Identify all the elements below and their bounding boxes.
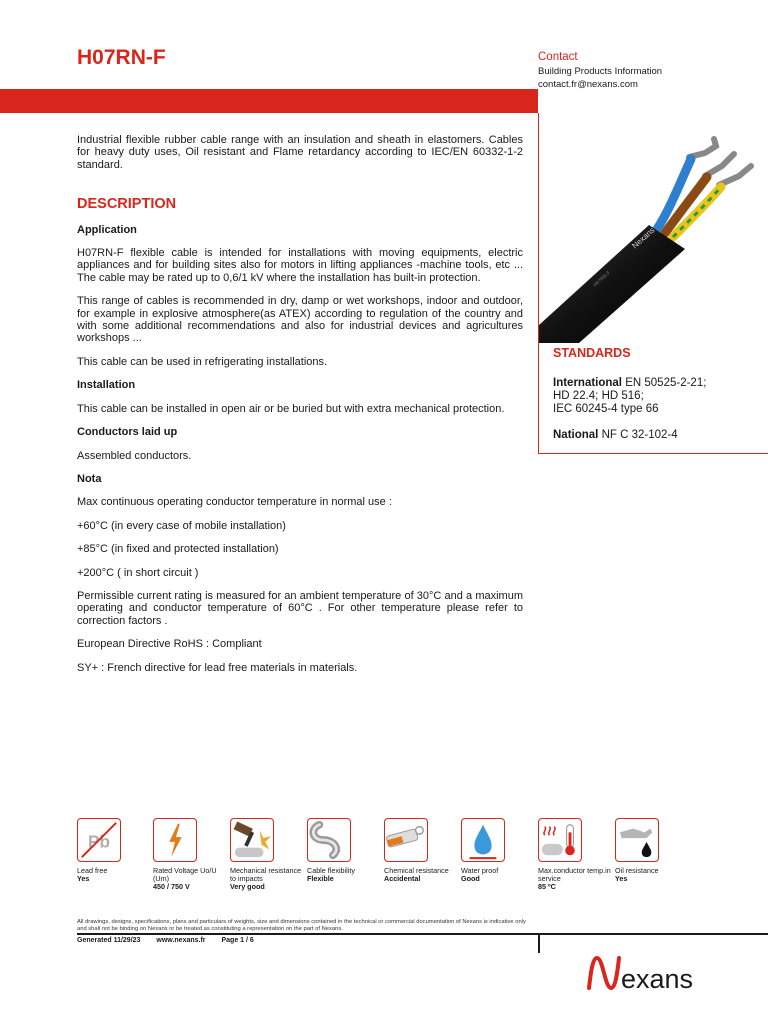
national-value: NF C 32-102-4: [601, 429, 678, 441]
chemical-icon: [384, 818, 428, 862]
svg-text:Pb: Pb: [88, 831, 110, 852]
international-value-3: IEC 60245-4 type 66: [553, 403, 659, 415]
standards-national: [553, 429, 758, 442]
application-paragraph-3: This cable can be used in refrigerating installations.: [77, 355, 328, 368]
property-oil-resistance: [615, 818, 690, 883]
flexibility-icon: [307, 818, 351, 862]
property-label: Rated Voltage Uo/U (Um): [153, 866, 217, 883]
side-panel: [538, 113, 768, 454]
property-lead-free: [77, 818, 152, 883]
description-heading: DESCRIPTION: [77, 196, 177, 213]
application-heading: Application: [77, 223, 137, 236]
footer-generated: Generated 11/29/23: [77, 937, 141, 944]
footer-page: Page 1 / 6: [221, 937, 254, 944]
nota-paragraph-5: Permissible current rating is measured for an ambient temperature of 30°C and a maximum operating and conductor temperature of 60°C . For other temperature please refer to correction factors .: [77, 589, 523, 627]
contact-email[interactable]: contact.fr@nexans.com: [538, 79, 638, 90]
standards-heading: STANDARDS: [553, 346, 631, 360]
logo-text: exans: [621, 964, 694, 994]
cable-print-model: H07RN-F: [592, 269, 613, 289]
nota-paragraph-6: European Directive RoHS : Compliant: [77, 638, 262, 651]
nota-heading: Nota: [77, 472, 102, 485]
nota-paragraph-7: SY+ : French directive for lead free materials in materials.: [77, 661, 358, 674]
property-label: Lead free: [77, 866, 108, 875]
conductors-heading: Conductors laid up: [77, 426, 178, 439]
application-paragraph-1: H07RN-F flexible cable is intended for installations with moving equipments, electric appliances and for building sites also for motors in lifting appliances -machine tools, etc ... The cable may be rated up to 0,6/1 kV where the installation has built-in protection.: [77, 247, 523, 284]
properties-icons-row: [77, 818, 677, 908]
property-value: Flexible: [307, 874, 334, 883]
property-value: Yes: [615, 874, 628, 883]
property-flexibility: [307, 818, 382, 883]
national-label: National: [553, 429, 599, 441]
international-value-2: HD 22.4; HD 516;: [553, 390, 644, 402]
nexans-logo: [583, 948, 723, 998]
voltage-icon: [153, 818, 197, 862]
footer-divider-vertical: [538, 933, 540, 953]
cable-image: [539, 121, 768, 343]
international-label: International: [553, 377, 623, 389]
property-label: Max.conductor temp.in service: [538, 866, 611, 883]
footer-website[interactable]: www.nexans.fr: [156, 937, 206, 944]
property-label: Mechanical resistance to impacts: [230, 866, 302, 883]
international-value-1: EN 50525-2-21;: [625, 377, 707, 389]
property-value: Accidental: [384, 874, 421, 883]
property-value: Very good: [230, 882, 265, 891]
nota-paragraph-3: +85°C (in fixed and protected installation): [77, 543, 279, 556]
main-content: [77, 134, 523, 685]
property-chemical: [384, 818, 459, 883]
property-value: Good: [461, 874, 480, 883]
footer-divider-right: [538, 933, 768, 935]
nota-paragraph-1: Max continuous operating conductor temperature in normal use :: [77, 496, 392, 509]
property-label: Cable flexibility: [307, 866, 355, 875]
nota-paragraph-4: +200°C ( in short circuit ): [77, 566, 199, 579]
property-value: Yes: [77, 874, 90, 883]
property-impact: [230, 818, 305, 891]
standards-section: [553, 347, 758, 455]
application-paragraph-2: This range of cables is recommended in dry, damp or wet workshops, indoor and outdoor, for example in explosive atmosphere(as ATEX) according to regulation of the country and with some additional recommendations and also for industrial devices and agricultures workshops ...: [77, 295, 523, 345]
property-value: 450 / 750 V: [153, 882, 190, 891]
conductors-paragraph: Assembled conductors.: [77, 449, 192, 462]
oil-icon: [615, 818, 659, 862]
standards-international: [553, 377, 758, 416]
page-title: H07RN-F: [77, 46, 166, 69]
property-label: Water proof: [461, 866, 499, 875]
property-max-temp: [538, 818, 613, 891]
impact-icon: [230, 818, 274, 862]
property-value: 85 ºC: [538, 882, 556, 891]
cable-print-brand: Nexans: [630, 225, 657, 251]
installation-heading: Installation: [77, 379, 136, 392]
lead-free-icon: [77, 818, 121, 862]
water-drop-icon: [461, 818, 505, 862]
contact-block: [538, 51, 662, 91]
header-red-bar: [0, 89, 538, 113]
installation-paragraph: This cable can be installed in open air or be buried but with extra mechanical protection.: [77, 402, 505, 415]
footer-divider: [77, 933, 539, 935]
nota-paragraph-2: +60°C (in every case of mobile installation): [77, 519, 286, 532]
legal-disclaimer: All drawings, designs, specifications, plans and particulars of weights, size and dimensions contained in the technical or commercial documentation of Nexans is indicative only and shall not be binding on Nexans or be treated as constituting a representation on the part of Nexans.: [77, 919, 526, 932]
property-water-proof: [461, 818, 536, 883]
property-label: Chemical resistance: [384, 866, 449, 875]
thermometer-icon: [538, 818, 582, 862]
contact-info: Building Products Information: [538, 66, 663, 77]
contact-title[interactable]: Contact: [538, 51, 578, 63]
footer: [77, 937, 268, 944]
property-voltage: [153, 818, 228, 891]
property-label: Oil resistance: [615, 866, 659, 875]
intro-text: Industrial flexible rubber cable range with an insulation and sheath in elastomers. Cables for heavy duty uses, Oil resistant and Flame retardancy according to IEC/EN 60332-1-2 standard.: [77, 134, 523, 171]
